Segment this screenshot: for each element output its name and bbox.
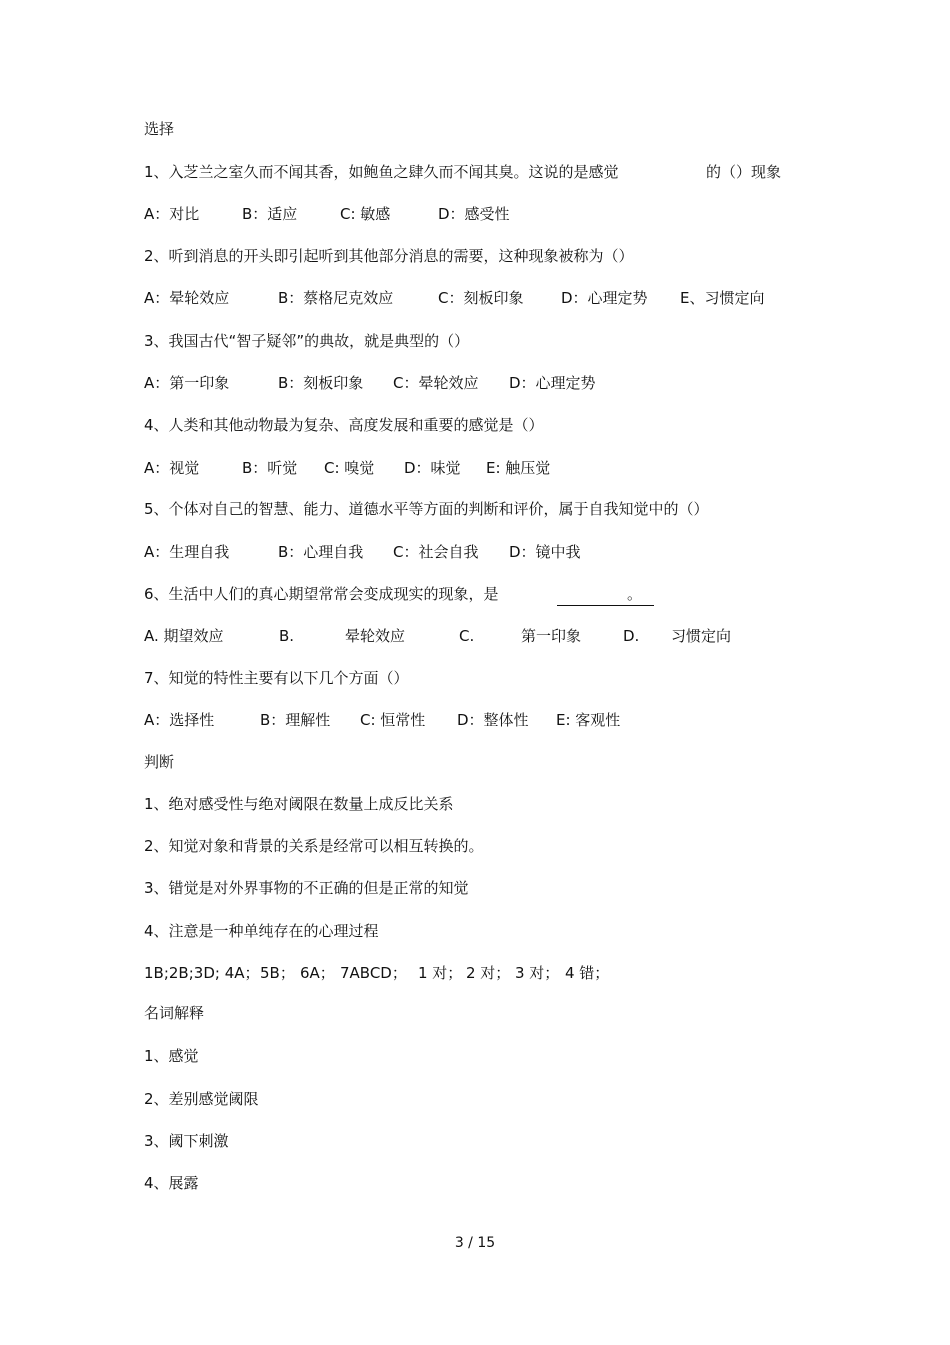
question-stem: 4、人类和其他动物最为复杂、高度发展和重要的感觉是（） — [144, 416, 544, 434]
option-d-letter: D. — [623, 627, 640, 645]
option-b: B：蔡格尼克效应 — [278, 289, 394, 307]
option-d-text: 习惯定向 — [671, 627, 732, 645]
option-a: A：选择性 — [144, 711, 215, 729]
option-a: A：第一印象 — [144, 374, 230, 392]
option-a: A：视觉 — [144, 459, 200, 477]
answer-choice-7: 7ABCD； — [340, 964, 407, 982]
option-a: A：晕轮效应 — [144, 289, 230, 307]
option-d: D：整体性 — [457, 711, 529, 729]
question-stem: 2、听到消息的开头即引起听到其他部分消息的需要，这种现象被称为（） — [144, 247, 634, 265]
question-stem: 3、我国古代“智子疑邻”的典故，就是典型的（） — [144, 332, 470, 350]
option-a: A：生理自我 — [144, 543, 230, 561]
option-b: B：心理自我 — [278, 543, 364, 561]
answer-judge-4: 4 错； — [565, 964, 610, 982]
option-d: D：心理定势 — [561, 289, 648, 307]
option-c: C：刻板印象 — [438, 289, 524, 307]
option-e: E: 触压觉 — [486, 459, 551, 477]
option-e: E: 客观性 — [556, 711, 621, 729]
option-b-letter: B. — [279, 627, 295, 645]
option-b: B：刻板印象 — [278, 374, 364, 392]
option-c-letter: C. — [459, 627, 475, 645]
question-stem: 7、知觉的特性主要有以下几个方面（） — [144, 669, 409, 687]
option-a: A：对比 — [144, 205, 200, 223]
option-d: D：心理定势 — [509, 374, 596, 392]
answer-judge-2: 2 对； — [466, 964, 511, 982]
option-c: C: 恒常性 — [360, 711, 426, 729]
option-d: D：味觉 — [404, 459, 461, 477]
question-stem: 1、入芝兰之室久而不闻其香，如鲍鱼之肆久而不闻其臭。这说的是感觉 — [144, 163, 619, 181]
option-c: C：社会自我 — [393, 543, 479, 561]
answer-judge-3: 3 对； — [515, 964, 560, 982]
option-a: A. 期望效应 — [144, 627, 224, 645]
option-c: C: 嗅觉 — [324, 459, 375, 477]
question-stem-tail: 的（）现象 — [706, 163, 782, 181]
option-d: D：镜中我 — [509, 543, 581, 561]
answer-choice-6: 6A； — [300, 964, 335, 982]
answer-blank — [557, 583, 654, 606]
answer-choice-5: 5B； — [260, 964, 295, 982]
option-d: D：感受性 — [438, 205, 510, 223]
option-b-text: 晕轮效应 — [345, 627, 406, 645]
option-b: B：理解性 — [260, 711, 331, 729]
page-number: 3 / 15 — [454, 1235, 496, 1251]
answer-judge-1: 1 对； — [418, 964, 463, 982]
blank-period: 。 — [627, 585, 643, 603]
option-b: B：适应 — [242, 205, 298, 223]
question-stem: 6、生活中人们的真心期望常常会变成现实的现象，是 — [144, 585, 499, 603]
option-c: C: 敏感 — [340, 205, 391, 223]
question-stem: 5、个体对自己的智慧、能力、道德水平等方面的判断和评价，属于自我知觉中的（） — [144, 500, 709, 518]
option-b: B：听觉 — [242, 459, 298, 477]
answer-choice-1-4: 1B;2B;3D; 4A； — [144, 964, 260, 982]
option-c: C：晕轮效应 — [393, 374, 479, 392]
option-c-text: 第一印象 — [521, 627, 582, 645]
option-e: E、习惯定向 — [680, 289, 765, 307]
